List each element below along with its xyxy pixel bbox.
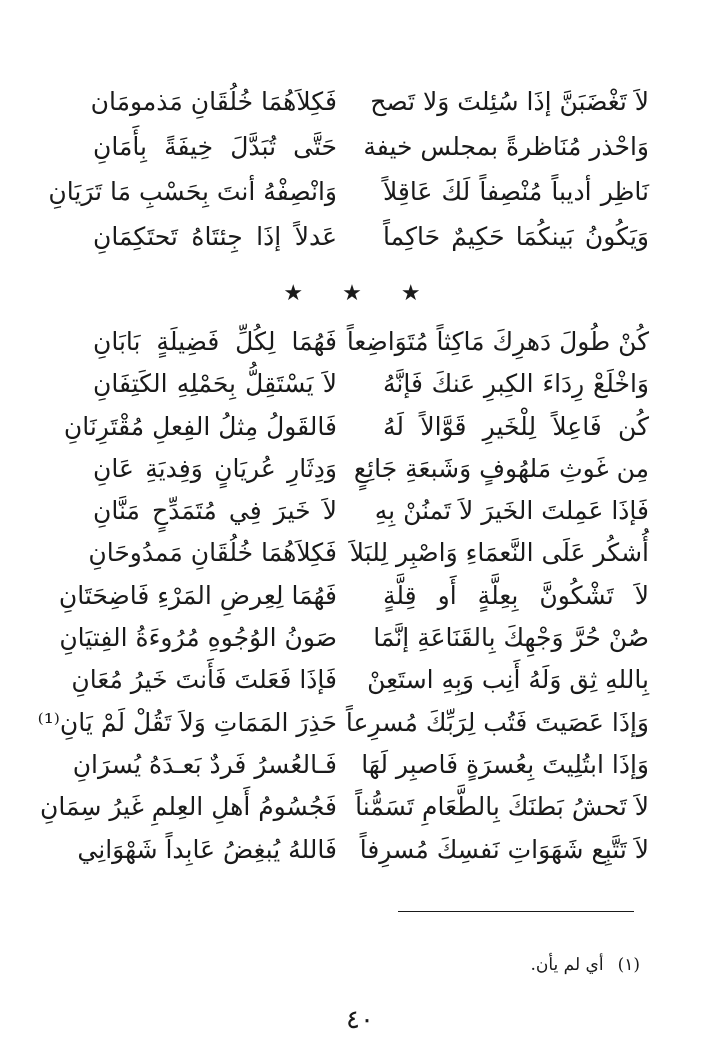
verse <box>0 618 720 660</box>
footnote-divider <box>398 911 634 912</box>
verse-second-hemistich: فَهُمَا لِعِرضِ المَرْءِ فَاضِحَتَانِ <box>58 580 337 610</box>
verse <box>0 82 720 127</box>
poem-stanza-2 <box>0 322 720 872</box>
verse-second-hemistich: فَالقَولُ مِثلُ الفِعلِ مُقْتَرِنَانِ <box>63 411 337 441</box>
verse-second-hemistich: عَدلاً إذَا جِئتَاهُ تَحتَكِمَانِ <box>93 222 337 251</box>
verse-first-hemistich: وَاخْلَعْ رِدَاءَ الكِبرِ عَنكَ فَإنَّهُ <box>383 369 649 399</box>
verse-first-hemistich: لاَ تَحشُ بَطنَكَ بِالطَّعَامِ تَسَمُّناً <box>355 792 649 822</box>
verse-second-hemistich: فَجُسُومُ أَهلِ العِلمِ غَيرُ سِمَانِ <box>40 792 337 822</box>
section-separator-stars: ★ ★ ★ <box>283 281 437 306</box>
verse-first-hemistich: صُنْ حُرَّ وَجْهِكَ بِالقَنَاعَةِ إنَّمَا <box>373 623 649 653</box>
verse-first-hemistich: فَإذَا عَمِلتَ الخَيرَ لاَ تَمنُنْ بِهِ <box>374 496 649 526</box>
verse-second-hemistich: حَتَّى تُبَدَّلَ خِيفَةً بِأَمَانِ <box>93 132 337 161</box>
verse-second-hemistich: فَكِلاَهُمَا خُلُقَانِ مَذمومَان <box>90 87 337 116</box>
poem-stanza-1 <box>0 82 720 262</box>
verse-second-hemistich: فَهُمَا لِكُلِّ فَضِيلَةٍ بَابَانِ <box>93 327 337 356</box>
verse-first-hemistich: لاَ تَشْكُونَّ بِعِلَّةٍ أَو قِلَّةٍ <box>383 580 649 610</box>
verse-second-hemistich: وَانْصِفْهُ أنتَ بِحَسْبِ مَا تَرَيَانِ <box>48 177 337 206</box>
footnote-marker: (١) <box>617 955 640 975</box>
verse-first-hemistich: وَاحْذر مُنَاظرةً بمجلس خيفة <box>363 132 649 161</box>
verse-first-hemistich: وَيَكُونُ بَينكُمَا حَكِيمٌ حَاكِماً <box>383 222 649 251</box>
verse <box>0 660 720 702</box>
verse <box>0 787 720 829</box>
verse-second-hemistich: وَدِثَارِ عُريَانٍ وَفِديَةِ عَانِ <box>93 453 337 483</box>
verse-second-hemistich: لاَ يَسْتَقِلُّ بِحَمْلِهِ الكَتِفَانِ <box>93 369 337 399</box>
verse-second-hemistich: فَإذَا فَعَلتَ فَأَنتَ خَيرُ مُعَانِ <box>71 665 337 695</box>
verse-second-hemistich: لاَ خَيرَ فِي مُتَمَدِّحٍ مَنَّانِ <box>93 496 337 526</box>
verse-first-hemistich: وَإذَا عَصَيتَ فَتُب لِرَبِّكَ مُسرِعاً <box>345 707 649 737</box>
verse <box>0 745 720 787</box>
footnote <box>440 952 640 978</box>
verse <box>0 491 720 533</box>
verse <box>0 576 720 618</box>
verse-second-hemistich: فَاللهُ يُبغِضُ عَابِداً شَهْوَانِي <box>77 834 337 864</box>
verse-first-hemistich: نَاظِر أديباً مُنْصِفاً لَكَ عَاقِلاً <box>383 177 649 206</box>
verse <box>0 127 720 172</box>
verse <box>0 322 720 364</box>
verse-second-hemistich: صَونُ الوُجُوهِ مُرُوءَةُ الفِتيَانِ <box>59 623 337 653</box>
verse-first-hemistich: لاَ تَغْضَبَنَّ إذَا سُئِلتَ وَلا تَصح <box>370 87 649 116</box>
verse-first-hemistich: مِن غَوثِ مَلهُوفٍ وَشَبعَةِ جَائِعٍ <box>353 453 649 483</box>
verse <box>0 533 720 575</box>
verse-second-hemistich: فَكِلاَهُمَا خُلُقَانِ مَمدُوحَانِ <box>88 538 337 568</box>
verse <box>0 830 720 872</box>
verse-first-hemistich: وَإذَا ابتُلِيتَ بِعُسرَةٍ فَاصبِر لَهَا <box>361 749 649 779</box>
verse <box>0 172 720 217</box>
verse <box>0 407 720 449</box>
verse-first-hemistich: لاَ تَتَّبِع شَهَوَاتِ نَفسِكَ مُسرِفاً <box>359 834 649 864</box>
verse <box>0 703 720 745</box>
verse-first-hemistich: بِاللهِ ثِق وَلَهُ أَنِب وَبِهِ استَعِنْ <box>367 665 649 695</box>
verse-first-hemistich: كُنْ طُولَ دَهرِكَ مَاكِثاً مُتَوَاضِعاً <box>346 327 649 356</box>
verse-second-hemistich: حَذِرَ المَمَاتِ وَلاَ تَقُلْ لَمْ يَانِ⁽¹⁾ <box>37 707 337 737</box>
page-number: ٤٠ <box>346 1005 374 1035</box>
verse <box>0 364 720 406</box>
verse-first-hemistich: أُشكُر عَلَى النَّعمَاءِ وَاصْبِر لِلبَلاَ <box>349 538 649 568</box>
verse-first-hemistich: كُن فَاعِلاً لِلْخَيرِ قَوَّالاً لَهُ <box>383 411 649 441</box>
verse <box>0 217 720 262</box>
verse <box>0 449 720 491</box>
footnote-text: أي لم يأن. <box>530 955 604 975</box>
verse-second-hemistich: فَـالعُسرُ فَردٌ بَعـدَهُ يُسرَانِ <box>72 749 337 779</box>
